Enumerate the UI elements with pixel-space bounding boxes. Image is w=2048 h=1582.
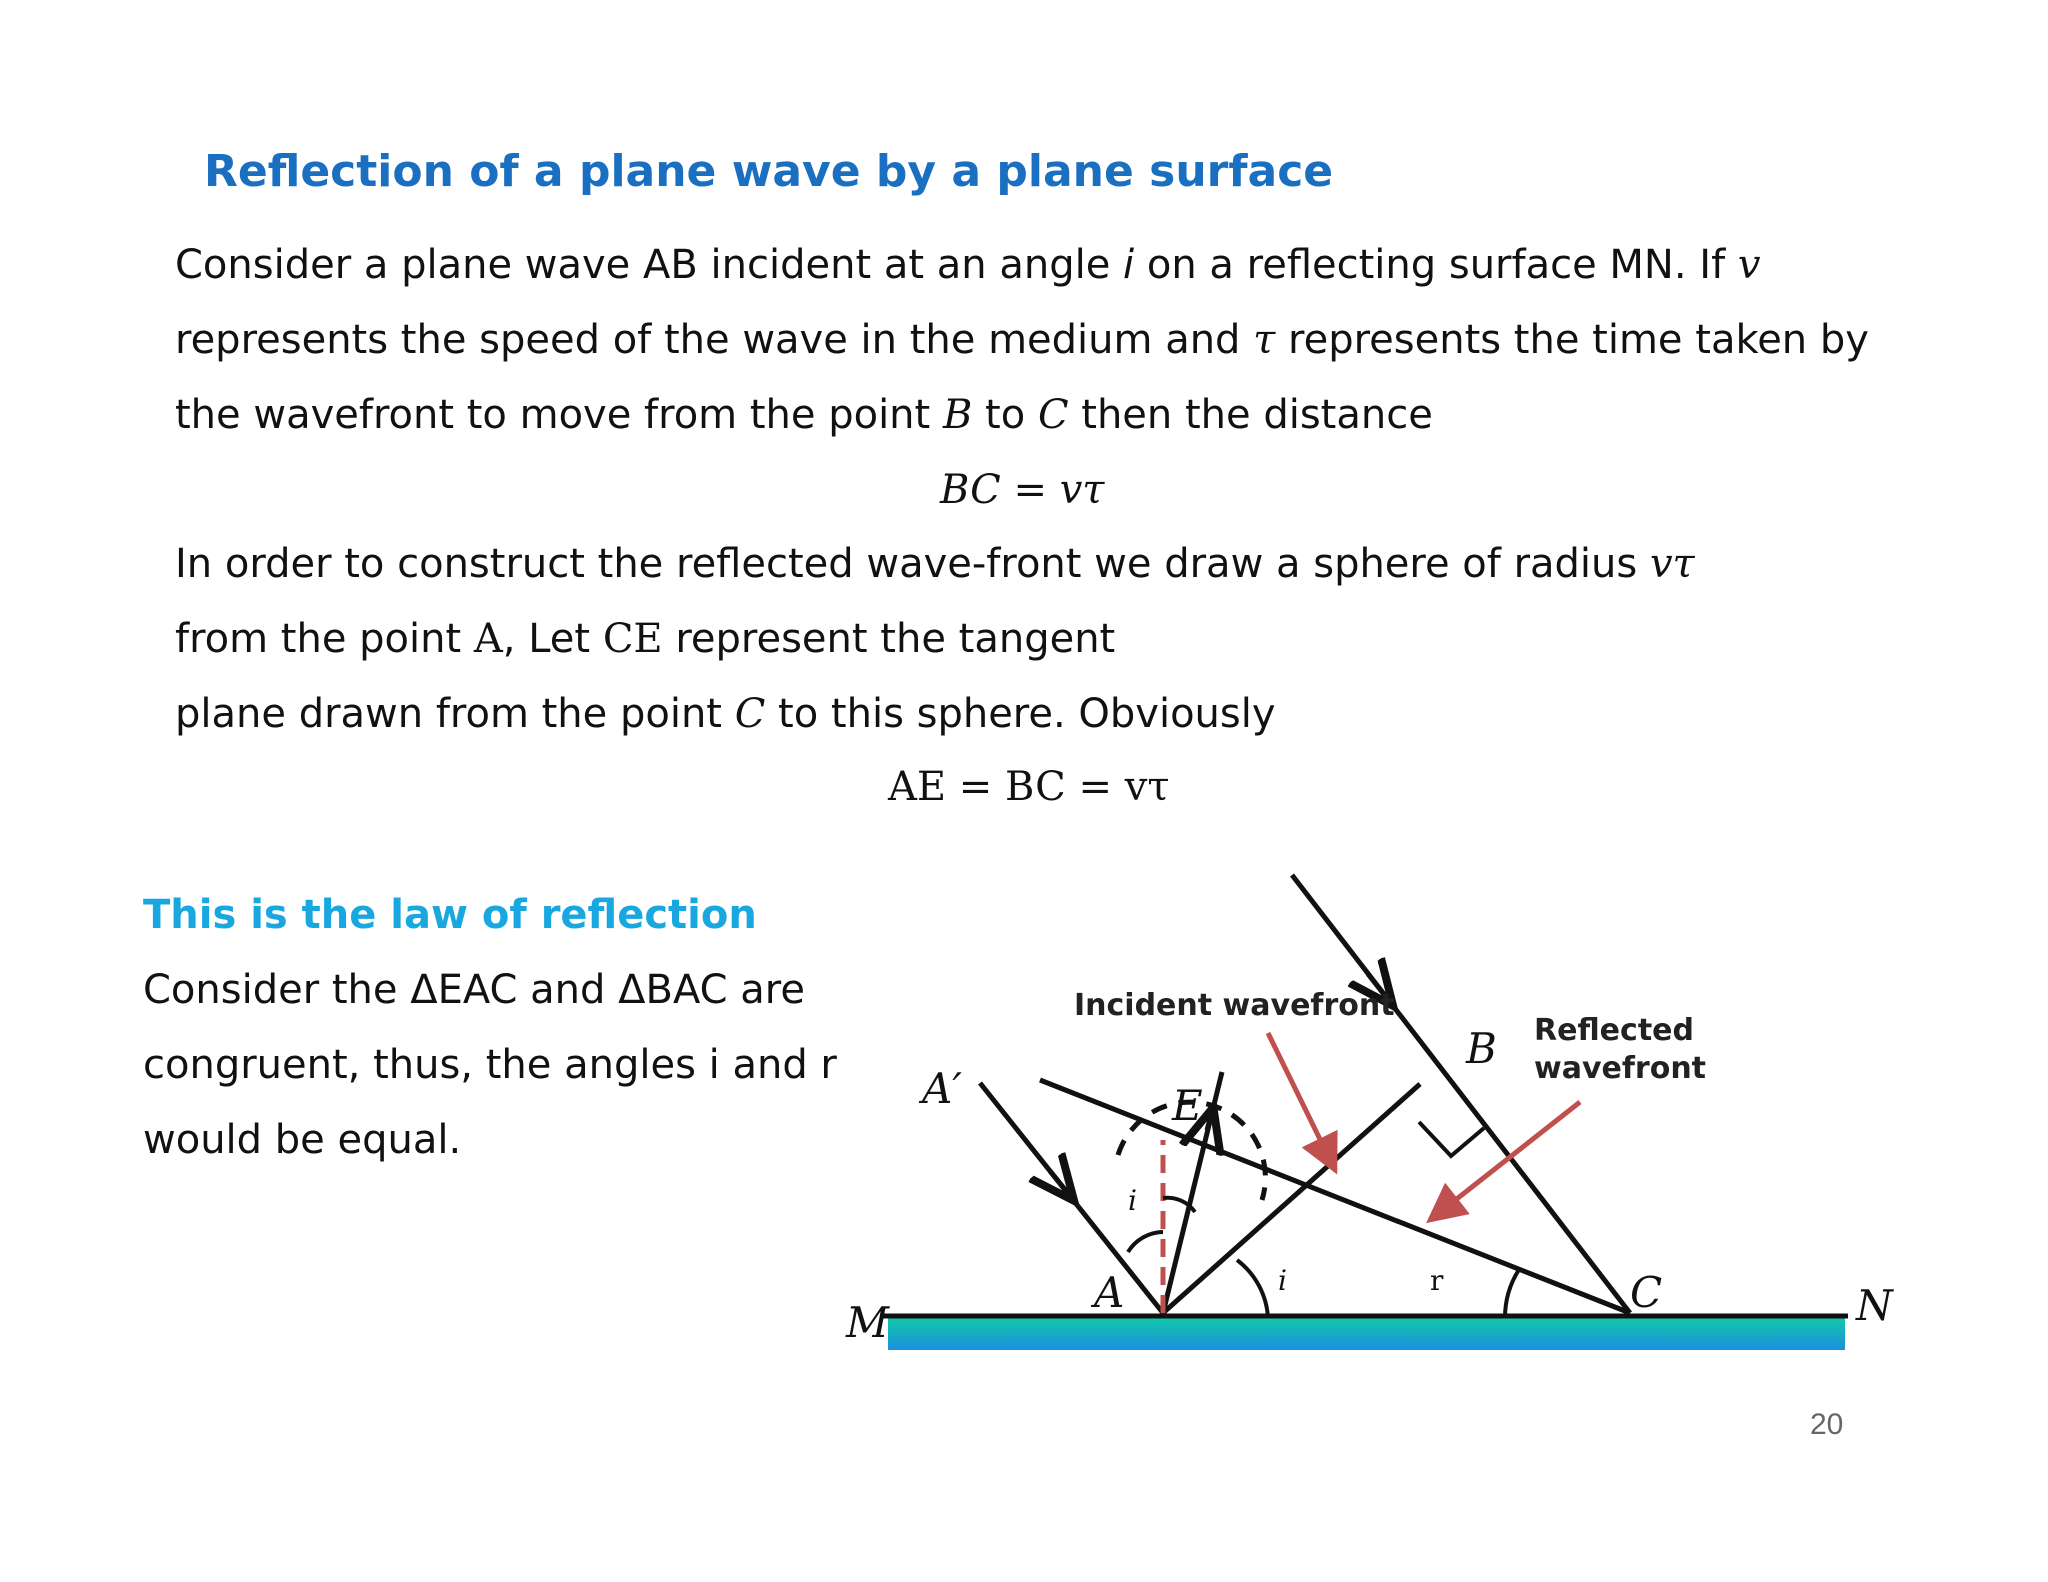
reflected-wavefront-caption-2: wavefront (1534, 1051, 1707, 1086)
math-vtau: vτ (1649, 541, 1695, 587)
reflected-caption-arrow (1430, 1102, 1580, 1220)
law-line-1: Consider the ΔEAC and ΔBAC are (143, 967, 805, 1013)
label-B: B (1466, 1024, 1497, 1073)
text-run: the wavefront to move from the point (175, 392, 943, 438)
label-A: A (1094, 1268, 1125, 1317)
text-run: represents the speed of the wave in the medium and (175, 317, 1254, 363)
math-B: B (942, 392, 973, 438)
law-line-2: congruent, thus, the angles i and r (143, 1042, 837, 1088)
equation-ae: AE = BC = vτ (888, 764, 1170, 810)
text-run: to (972, 392, 1038, 438)
math-C: C (734, 691, 766, 737)
angle-arc-r-right (1505, 1268, 1520, 1318)
text-run: In order to construct the reflected wave-front we draw a sphere of radius (175, 541, 1650, 587)
slide-title: Reflection of a plane wave by a plane surface (204, 146, 1334, 197)
text-run: , Let (502, 616, 603, 662)
reflecting-surface (888, 1318, 1845, 1350)
math-tau: τ (1253, 317, 1276, 363)
law-of-reflection-heading: This is the law of reflection (143, 892, 757, 938)
text-run: from the point (175, 616, 474, 662)
right-angle-marker (1419, 1122, 1484, 1156)
label-N: N (1856, 1281, 1893, 1330)
law-line-3: would be equal. (143, 1117, 462, 1163)
angle-arc-i-left (1128, 1232, 1163, 1252)
label-A-prime: A′ (922, 1064, 962, 1113)
text-run: plane drawn from the point (175, 691, 735, 737)
angle-i: i (1123, 242, 1135, 288)
math-CE: CE (602, 616, 663, 662)
reflected-wavefront-caption-1: Reflected (1534, 1013, 1694, 1048)
label-C: C (1630, 1268, 1663, 1317)
text-run: on a reflecting surface MN. If (1134, 242, 1738, 288)
incident-wavefront-caption: Incident wavefront (1074, 988, 1395, 1023)
text-run: to this sphere. Obviously (765, 691, 1276, 737)
math-C: C (1037, 392, 1069, 438)
text-run: Consider a plane wave AB incident at an angle (175, 242, 1124, 288)
text-run: then the distance (1068, 392, 1433, 438)
equation-bc: BC = vτ (940, 467, 1105, 513)
incident-ray-a-arrow (1050, 1171, 1071, 1197)
text-run: represent the tangent (662, 616, 1116, 662)
label-M: M (846, 1298, 890, 1347)
label-E: E (1172, 1081, 1203, 1130)
angle-arc-i-right (1237, 1260, 1268, 1318)
label-i-right: i (1278, 1264, 1287, 1297)
incident-caption-arrow (1268, 1033, 1335, 1170)
page-number: 20 (1810, 1408, 1844, 1441)
text-run: represents the time taken by (1275, 317, 1869, 363)
math-v: v (1737, 242, 1761, 288)
math-A: A (473, 616, 503, 662)
label-i-left: i (1128, 1184, 1137, 1217)
reflected-ray-arrow (1207, 1112, 1212, 1130)
label-r: r (1430, 1264, 1444, 1297)
